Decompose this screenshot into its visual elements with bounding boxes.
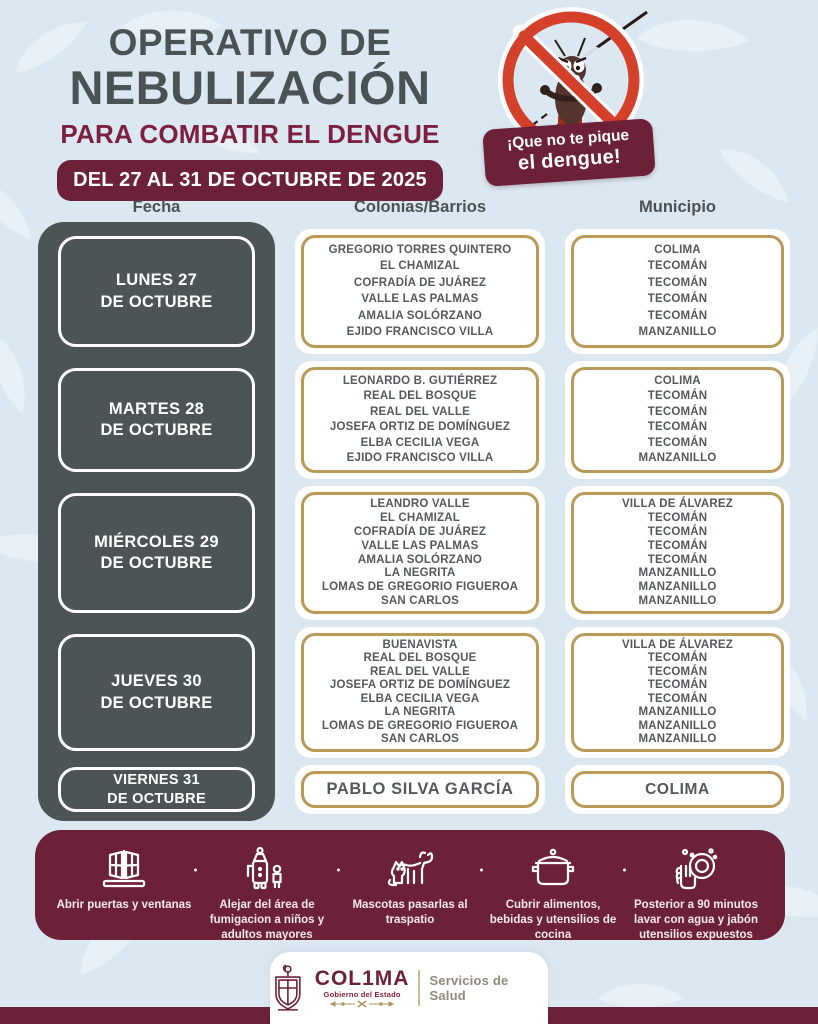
- instruction-text: Abrir puertas y ventanas: [56, 899, 192, 911]
- date-line1: JUEVES 30: [111, 672, 202, 691]
- instruction-item: [198, 845, 336, 944]
- municipio-card: [565, 627, 790, 758]
- colonia-item: LEANDRO VALLE: [370, 498, 470, 511]
- municipio-box: [571, 492, 784, 614]
- footer-logo-card: [270, 952, 548, 1024]
- date-box: [58, 767, 255, 812]
- municipio-item: TECOMÁN: [647, 421, 708, 434]
- colonias-card: [295, 229, 545, 354]
- municipio-item: TECOMÁN: [647, 436, 708, 449]
- instruction-item: [341, 845, 479, 928]
- date-line2: DE OCTUBRE: [100, 693, 213, 712]
- colonias-box: [301, 367, 539, 473]
- municipio-item: TECOMÁN: [647, 293, 708, 306]
- date-box: [58, 236, 255, 347]
- date-line2: DE OCTUBRE: [100, 292, 213, 311]
- colonia-item: COFRADÍA DE JUÁREZ: [353, 525, 487, 538]
- instruction-item: [55, 845, 193, 913]
- municipio-item: MANZANILLO: [638, 452, 717, 465]
- municipio-item: COLIMA: [645, 780, 710, 798]
- colima-coat-of-arms-icon: [270, 964, 306, 1012]
- municipio-item: TECOMÁN: [647, 692, 708, 705]
- colonia-item: SAN CARLOS: [380, 733, 460, 746]
- column-header-colonias: Colonias/Barrios: [353, 198, 487, 216]
- colonia-item: PABLO SILVA GARCÍA: [326, 780, 514, 799]
- colonia-item: VALLE LAS PALMAS: [361, 293, 479, 306]
- brand-subtitle: Gobierno del Estado: [323, 989, 401, 999]
- date-line2: DE OCTUBRE: [100, 554, 213, 572]
- municipio-card: [565, 486, 790, 620]
- municipio-box: [571, 367, 784, 473]
- municipio-item: MANZANILLO: [638, 595, 717, 608]
- municipio-item: MANZANILLO: [638, 581, 717, 594]
- brand-name: COL1MA: [314, 966, 410, 990]
- municipio-card: [565, 765, 790, 814]
- footer-divider: [418, 970, 420, 1006]
- municipio-box: [571, 235, 784, 348]
- colonia-item: LEONARDO B. GUTIÉRREZ: [342, 374, 498, 387]
- municipio-item: VILLA DE ÁLVAREZ: [622, 498, 733, 511]
- colonia-item: ELBA CECILIA VEGA: [360, 436, 480, 449]
- brand-flourish-icon: [329, 1000, 395, 1008]
- colonias-box: [301, 633, 539, 752]
- colonia-item: EJIDO FRANCISCO VILLA: [346, 452, 494, 465]
- colonia-item: EL CHAMIZAL: [380, 260, 460, 273]
- colonia-item: LA NEGRITA: [384, 706, 456, 719]
- municipio-item: TECOMÁN: [647, 405, 708, 418]
- municipio-item: TECOMÁN: [647, 390, 708, 403]
- colonias-card: [295, 486, 545, 620]
- colonia-item: EL CHAMIZAL: [380, 512, 460, 525]
- municipio-item: VILLA DE ÁLVAREZ: [622, 638, 733, 651]
- wash-dishes-icon: [671, 845, 721, 893]
- colonia-item: SAN CARLOS: [380, 595, 460, 608]
- instructions-banner: [35, 830, 785, 940]
- municipio-item: TECOMÁN: [647, 679, 708, 692]
- municipio-item: MANZANILLO: [638, 706, 717, 719]
- colonia-item: VALLE LAS PALMAS: [361, 539, 479, 552]
- colonias-card: [295, 627, 545, 758]
- municipio-card: [565, 361, 790, 479]
- colonia-item: REAL DEL BOSQUE: [363, 390, 477, 403]
- date-line1: MARTES 28: [108, 399, 205, 418]
- colonia-item: ELBA CECILIA VEGA: [360, 692, 480, 705]
- table-column-headers: [38, 198, 790, 217]
- date-box: [58, 368, 255, 472]
- date-line2: DE OCTUBRE: [107, 790, 206, 807]
- colonia-item: AMALIA SOLÓRZANO: [357, 553, 483, 566]
- page-subtitle: PARA COMBATIR EL DENGUE: [60, 119, 440, 150]
- colonia-item: AMALIA SOLÓRZANO: [357, 309, 483, 322]
- no-bite-badge-line1: ¡Que no te pique: [506, 126, 630, 153]
- colonia-item: JOSEFA ORTIZ DE DOMÍNGUEZ: [329, 679, 511, 692]
- municipio-box: [571, 633, 784, 752]
- municipio-item: TECOMÁN: [647, 539, 708, 552]
- no-mosquito-sign: [480, 0, 670, 200]
- municipio-item: MANZANILLO: [638, 567, 717, 580]
- municipio-item: TECOMÁN: [647, 553, 708, 566]
- date-box: [58, 493, 255, 613]
- municipio-item: TECOMÁN: [647, 512, 708, 525]
- municipio-item: COLIMA: [654, 374, 701, 387]
- municipio-box: [571, 771, 784, 808]
- colonia-item: REAL DEL VALLE: [370, 405, 470, 418]
- municipio-item: TECOMÁN: [647, 309, 708, 322]
- municipio-card: [565, 229, 790, 354]
- cooking-pot-icon: [528, 845, 578, 893]
- municipio-item: TECOMÁN: [647, 260, 708, 273]
- health-services-label: Servicios de Salud: [429, 973, 509, 1003]
- colonia-item: LOMAS DE GREGORIO FIGUEROA: [321, 581, 519, 594]
- no-bite-badge-line2: el dengue!: [517, 145, 622, 175]
- instruction-item: [484, 845, 622, 944]
- colonia-item: REAL DEL VALLE: [370, 665, 470, 678]
- colonia-item: EJIDO FRANCISCO VILLA: [346, 326, 494, 339]
- colonias-card: [295, 765, 545, 814]
- date-line2: DE OCTUBRE: [100, 421, 213, 439]
- municipio-item: MANZANILLO: [638, 733, 717, 746]
- colonia-item: LOMAS DE GREGORIO FIGUEROA: [321, 719, 519, 732]
- colonias-card: [295, 361, 545, 479]
- municipio-item: MANZANILLO: [638, 719, 717, 732]
- column-header-fecha: Fecha: [132, 198, 181, 216]
- fumigation-schedule-table: [38, 229, 790, 814]
- pets-icon: [384, 845, 436, 893]
- date-line1: VIERNES 31: [113, 772, 200, 789]
- municipio-item: TECOMÁN: [647, 525, 708, 538]
- municipio-item: TECOMÁN: [647, 276, 708, 289]
- colonias-box: [301, 771, 539, 808]
- open-window-icon: [99, 845, 149, 893]
- colonia-item: REAL DEL BOSQUE: [363, 652, 477, 665]
- date-box: [58, 634, 255, 751]
- municipio-item: MANZANILLO: [638, 326, 717, 339]
- header: [28, 24, 472, 201]
- colonia-item: JOSEFA ORTIZ DE DOMÍNGUEZ: [329, 421, 511, 434]
- instruction-item: [627, 845, 765, 944]
- municipio-item: TECOMÁN: [647, 652, 708, 665]
- colonia-item: LA NEGRITA: [384, 567, 456, 580]
- brand-block: [315, 968, 410, 1009]
- instruction-text: Cubrir alimentos, bebidas y utensilios de cocina: [489, 899, 617, 942]
- date-line1: LUNES 27: [115, 271, 198, 290]
- colonia-item: GREGORIO TORRES QUINTERO: [328, 243, 512, 256]
- municipio-item: TECOMÁN: [647, 665, 708, 678]
- instruction-text: Posterior a 90 minutos lavar con agua y jabón utensilios expuestos: [634, 899, 758, 942]
- page-title-line1: OPERATIVO DE: [108, 22, 392, 63]
- municipio-item: COLIMA: [654, 243, 701, 256]
- fumigator-icon: [244, 845, 290, 893]
- colonia-item: BUENAVISTA: [382, 638, 458, 651]
- no-bite-badge: [482, 118, 656, 187]
- colonias-box: [301, 235, 539, 348]
- colonia-item: COFRADÍA DE JUÁREZ: [353, 276, 487, 289]
- instruction-text: Alejar del área de fumigacion a niños y adultos mayores: [209, 899, 325, 942]
- page-title-line2: NEBULIZACIÓN: [69, 60, 431, 114]
- date-range-badge: DEL 27 AL 31 DE OCTUBRE DE 2025: [57, 160, 443, 201]
- colonias-box: [301, 492, 539, 614]
- date-line1: MIÉRCOLES 29: [94, 532, 219, 551]
- instruction-text: Mascotas pasarlas al traspatio: [352, 899, 468, 927]
- column-header-municipio: Municipio: [639, 198, 716, 216]
